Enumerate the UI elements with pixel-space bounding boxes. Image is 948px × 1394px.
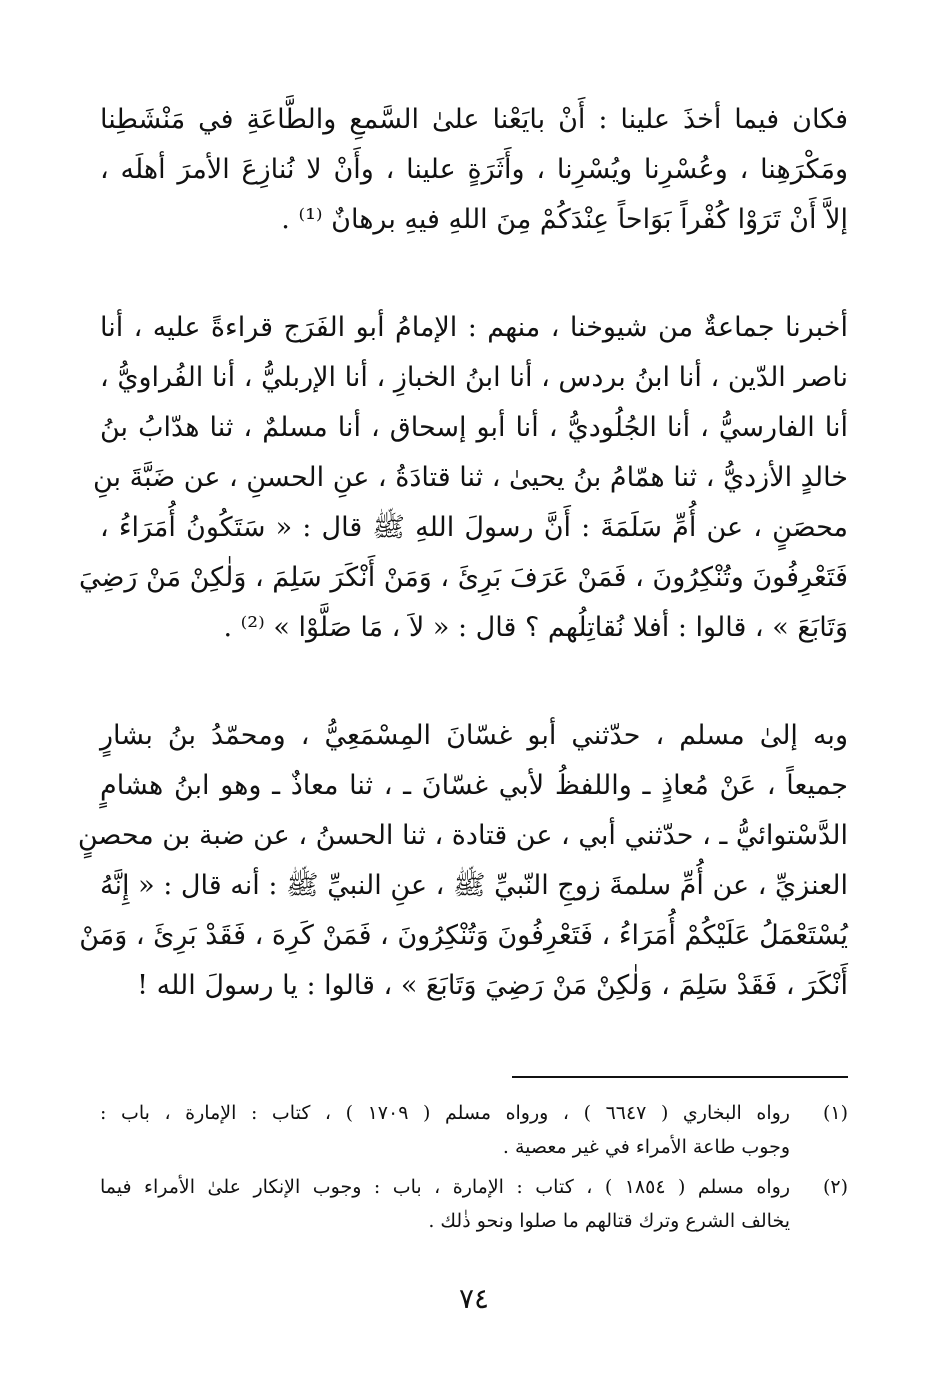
footnote-line: يخالف الشرع وترك قتالهم ما صلوا ونحو ذٰلك . <box>428 1210 790 1232</box>
paragraph-oath <box>100 95 848 245</box>
text-line: أَنْكَرَ ، فَقَدْ سَلِمَ ، وَلٰكِنْ مَنْ رَضِيَ وَتَابَعَ » ، قالوا : يا رسولَ الله ! <box>137 970 848 1001</box>
footnotes <box>100 1096 848 1244</box>
text-line: الدَّسْتوائيُّ ـ ، حدّثني أبي ، عن قتادة ، ثنا الحسنُ ، عن ضبة بن محصنٍ <box>77 820 848 851</box>
text-line: العنزيِّ ، عن أُمِّ سلمةَ زوجِ النّبيِّ ﷺ ، عنِ النبيِّ ﷺ : أنه قال : « إِنَّهُ <box>100 870 848 901</box>
page-number: ٧٤ <box>458 1282 490 1315</box>
main-text <box>77 95 848 1011</box>
text-line: فَتَعْرِفُونَ وتُنْكِرُونَ ، فَمَنْ عَرَفَ بَرِئَ ، وَمَنْ أَنْكَرَ سَلِمَ ، وَلٰكِنْ مَنْ رَضِيَ <box>79 562 848 593</box>
footnote-line: وجوب طاعة الأمراء في غير معصية . <box>502 1136 790 1158</box>
footnote-2 <box>100 1170 848 1238</box>
footnote-number: (١) <box>822 1102 848 1124</box>
text-line: جميعاً ، عَنْ مُعاذٍ ـ واللفظُ لأبي غسّانَ ـ ، ثنا معاذٌ ـ وهو ابنُ هشامٍ <box>100 770 848 801</box>
text-line: وَتَابَعَ » ، قالوا : أفلا نُقاتِلُهم ؟ قال : « لاَ ، مَا صَلَّوْا » ⁽²⁾ . <box>223 612 848 643</box>
text-line: خالدٍ الأزديُّ ، ثنا همّامُ بنُ يحيىٰ ، ثنا قتادَةُ ، عنِ الحسنِ ، عن ضَبَّةَ بنِ <box>92 462 848 493</box>
text-line: أنا الفارسيُّ ، أنا الجُلُوديُّ ، أنا أبو إسحاق ، أنا مسلمٌ ، ثنا هدّابُ بنُ <box>100 412 848 443</box>
paragraph-hadith-chain-1 <box>79 303 848 653</box>
footnote-line: رواه البخاري ( ٦٦٤٧ ) ، ورواه مسلم ( ١٧٠٩ ) ، كتاب : الإمارة ، باب : <box>100 1102 790 1124</box>
footnote-separator <box>512 1076 848 1078</box>
text-line: إلاَّ أَنْ تَرَوْا كُفْراً بَوَاحاً عِنْدَكُمْ مِنَ اللهِ فيهِ برهانٌ ⁽¹⁾ . <box>281 204 848 235</box>
footnote-1 <box>100 1096 848 1164</box>
paragraph-hadith-chain-2 <box>77 711 848 1011</box>
footnote-number: (٢) <box>822 1176 848 1198</box>
text-line: محصَنٍ ، عن أُمِّ سَلَمَةَ : أَنَّ رسولَ اللهِ ﷺ قال : « سَتَكُونُ أُمَرَاءُ ، <box>100 512 848 543</box>
text-line: فكان فيما أخذَ علينا : أَنْ بايَعْنا علىٰ السَّمعِ والطَّاعَةِ في مَنْشَطِنا <box>100 104 848 135</box>
text-line: وبه إلىٰ مسلم ، حدّثني أبو غسّانَ المِسْمَعِيُّ ، ومحمّدُ بنُ بشارٍ <box>100 720 848 751</box>
text-line: يُسْتَعْمَلُ عَلَيْكُمْ أُمَرَاءُ ، فَتَعْرِفُونَ وَتُنْكِرُونَ ، فَمَنْ كَرِهَ ، فَقَدْ بَرِئَ ، وَمَنْ <box>79 920 848 951</box>
footnote-line: رواه مسلم ( ١٨٥٤ ) ، كتاب : الإمارة ، باب : وجوب الإنكار علىٰ الأمراء فيما <box>100 1176 790 1198</box>
text-line: أخبرنا جماعةٌ من شيوخنا ، منهم : الإمامُ أبو الفَرَج قراءةً عليه ، أنا <box>100 312 848 343</box>
text-line: ومَكْرَهِنا ، وعُسْرِنا ويُسْرِنا ، وأَثَرَةٍ علينا ، وأَنْ لا نُنازِعَ الأمرَ أهلَه ، <box>100 154 848 185</box>
text-line: ناصر الدّين ، أنا ابنُ بردس ، أنا ابنُ الخبازِ ، أنا الإربليُّ ، أنا الفُراويُّ ، <box>100 362 848 393</box>
